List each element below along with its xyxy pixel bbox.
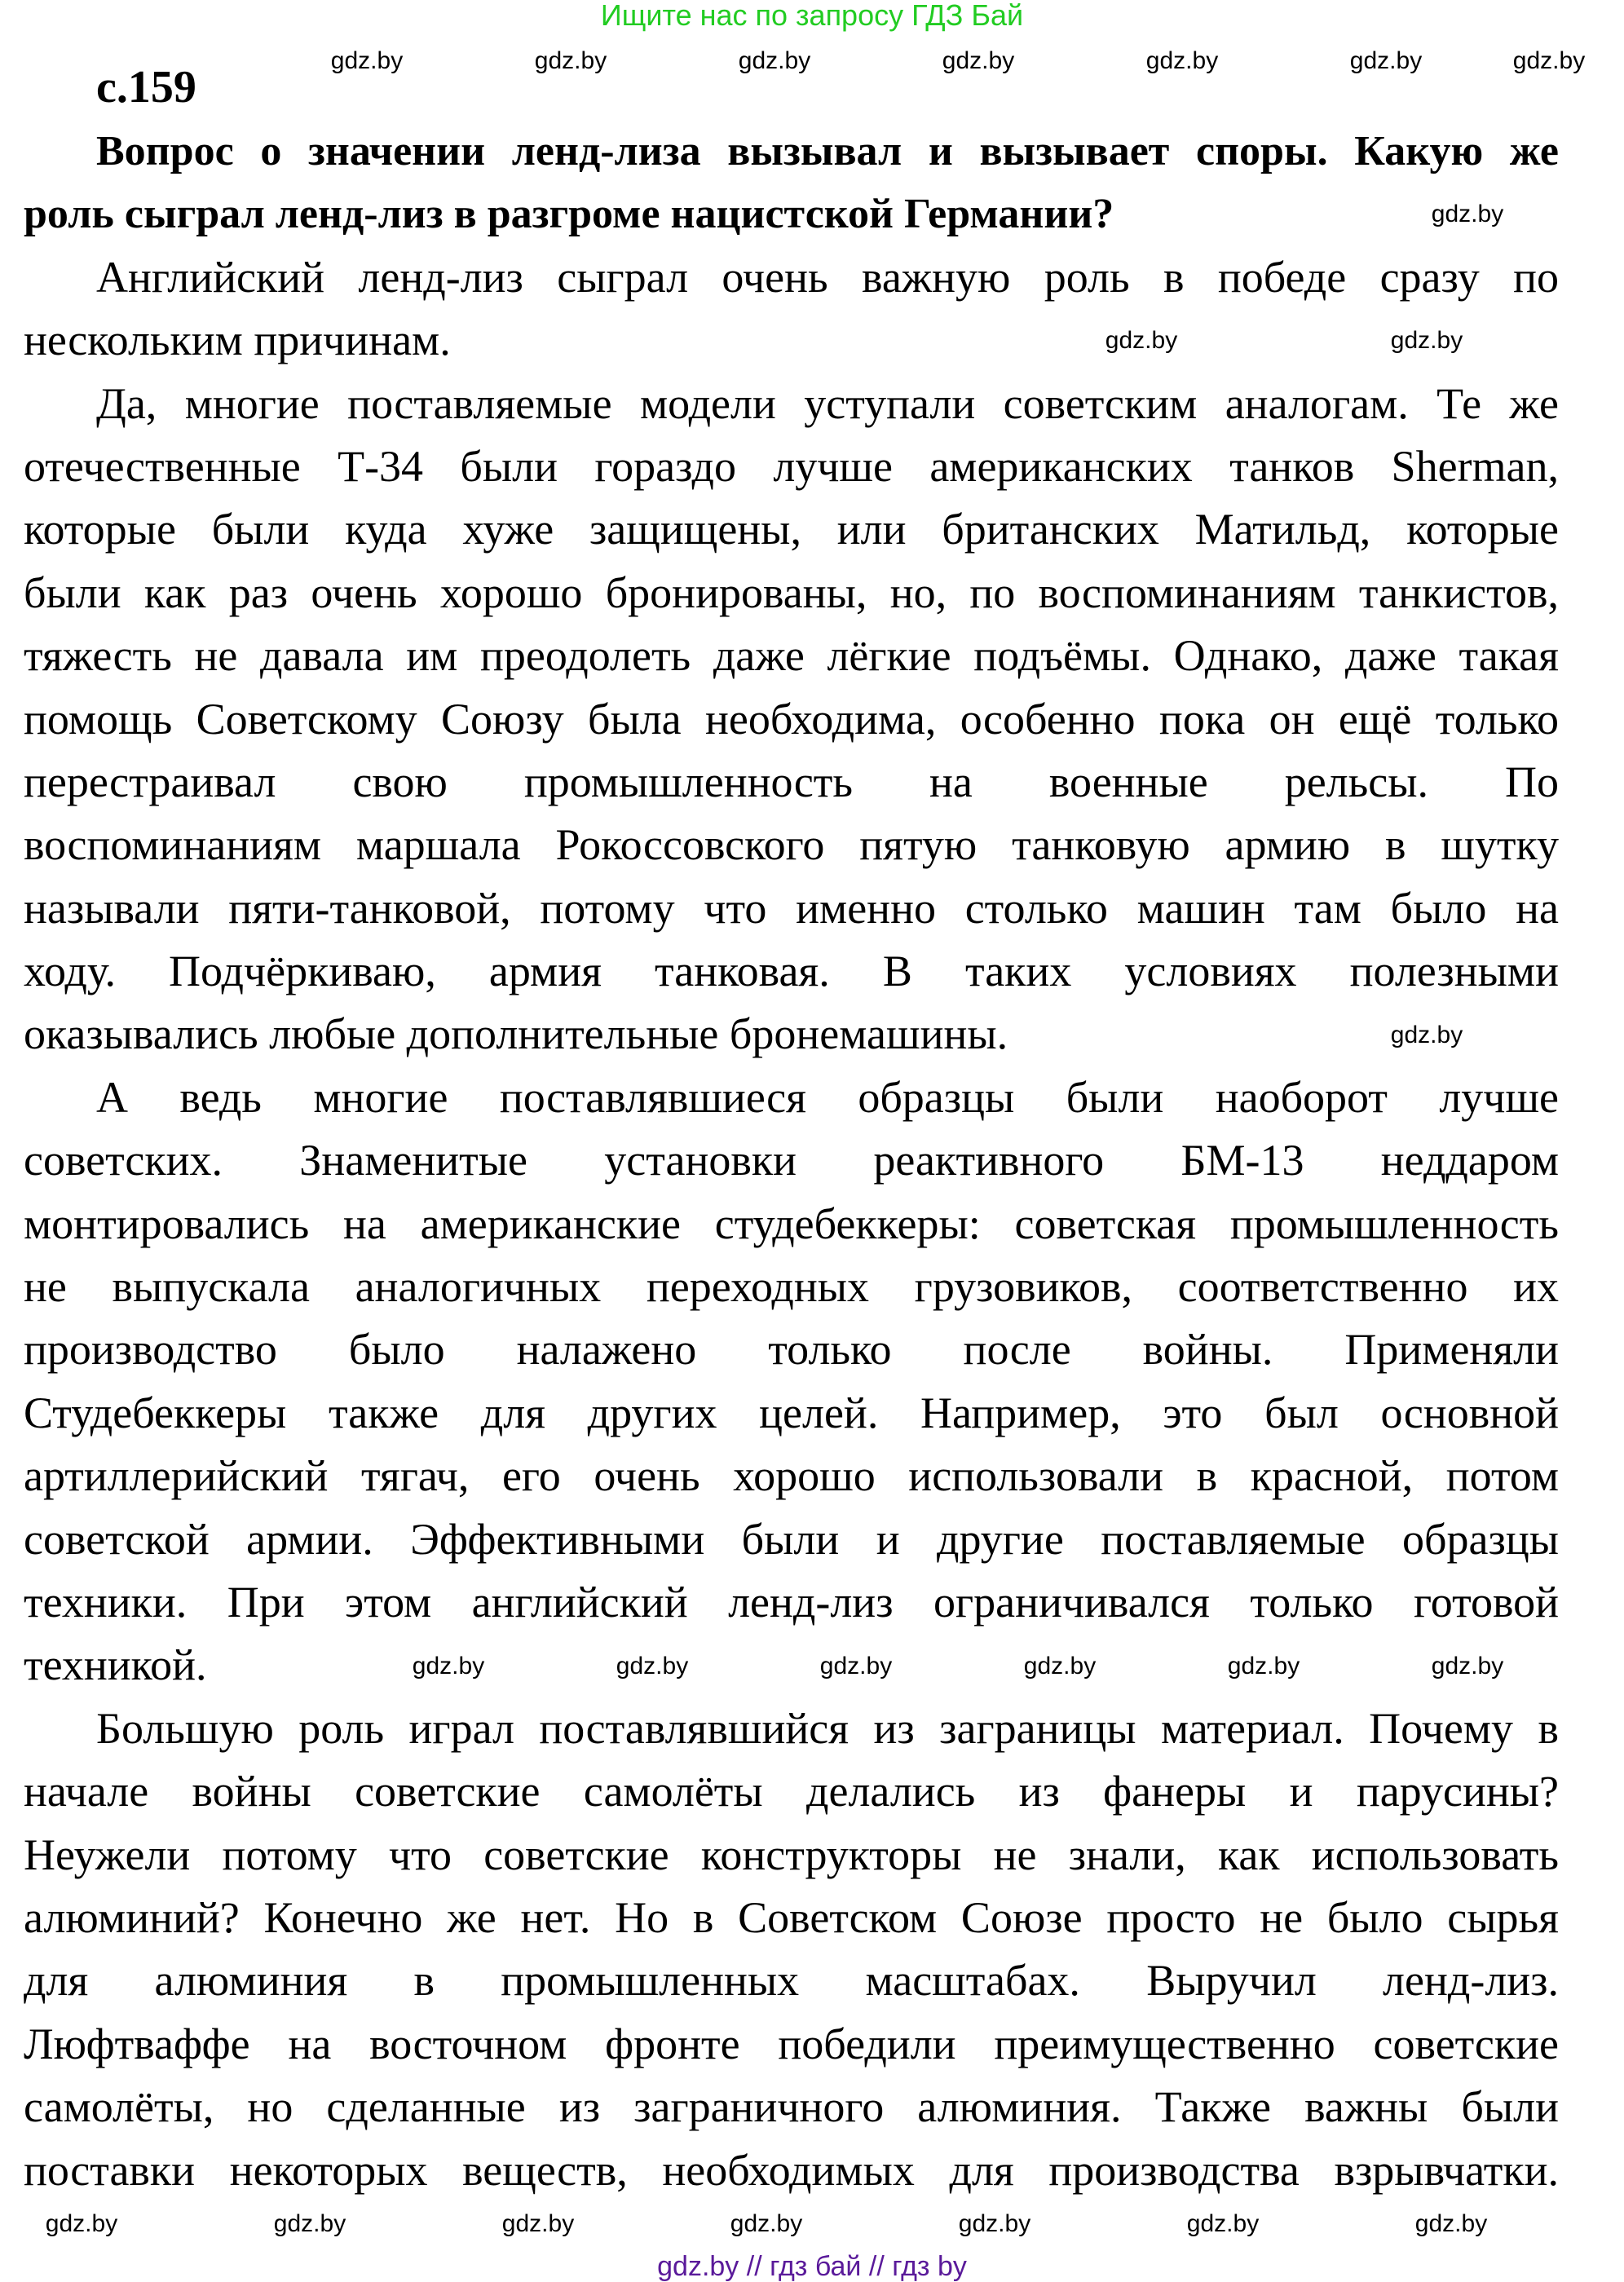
line-text: нескольким причинам. (24, 316, 451, 365)
document-body (24, 120, 1559, 2202)
paragraph-line (24, 1256, 1559, 1318)
line-text: алюминий? Конечно же нет. Но в Советском Союзе просто не было сырья (24, 1892, 1559, 1942)
paragraph-line (24, 1066, 1559, 1129)
paragraph-line (24, 751, 1559, 814)
watermark: gdz.by (1105, 327, 1178, 354)
watermark: gdz.by (330, 47, 404, 74)
line-text: воспоминаниям маршала Рокоссовского пятую танковую армию в шутку (24, 820, 1559, 870)
line-text: Английский ленд-лиз сыграл очень важную роль в победе сразу по (96, 252, 1559, 302)
watermark: gdz.by (45, 2210, 118, 2237)
watermark: gdz.by (1390, 1022, 1463, 1048)
question-line (24, 120, 1559, 183)
paragraph-line (24, 688, 1559, 751)
line-text: Люфтваффе на восточном фронте победили преимущественно советские (24, 2019, 1559, 2068)
paragraph-line (24, 1697, 1559, 1760)
paragraph-line (24, 877, 1559, 940)
line-text: техники. При этом английский ленд-лиз ограничивался только готовой (24, 1577, 1559, 1627)
paragraph-line (24, 1193, 1559, 1256)
paragraph-line (24, 2013, 1559, 2076)
paragraph-line (24, 435, 1559, 498)
line-text: монтировались на американские студебеккеры: советская промышленность (24, 1198, 1559, 1248)
paragraph-line (24, 1887, 1559, 1949)
watermark: gdz.by (1023, 1653, 1097, 1679)
watermark: gdz.by (1390, 327, 1463, 354)
paragraph-line (24, 562, 1559, 625)
watermark: gdz.by (730, 2210, 803, 2237)
paragraph-line (24, 1129, 1559, 1192)
line-text: артиллерийский тягач, его очень хорошо использовали в красной, потом (24, 1451, 1559, 1501)
paragraph-line (24, 814, 1559, 876)
watermark: gdz.by (1186, 2210, 1260, 2237)
line-text: самолёты, но сделанные из заграничного алюминия. Также важны были (24, 2082, 1559, 2132)
watermark: gdz.by (412, 1653, 485, 1679)
watermark: gdz.by (616, 1653, 689, 1679)
watermark: gdz.by (1512, 47, 1586, 74)
footer-links[interactable]: gdz.by // гдз бай // гдз by (657, 2251, 967, 2282)
paragraph-line (24, 246, 1559, 309)
page-number: с.159 (96, 62, 196, 113)
watermark: gdz.by (501, 2210, 575, 2237)
paragraph-line (24, 1760, 1559, 1823)
watermark: gdz.by (1431, 1653, 1504, 1679)
line-text: Неужели потому что советские конструкторы не знали, как использовать (24, 1830, 1559, 1879)
line-text: начале войны советские самолёты делались из фанеры и парусины? (24, 1767, 1559, 1816)
line-text: для алюминия в промышленных масштабах. Выручил ленд-лиз. (24, 1956, 1559, 2006)
line-text: перестраивал свою промышленность на военные рельсы. По (24, 757, 1559, 806)
line-text: производство было налажено только после войны. Применяли (24, 1325, 1559, 1375)
paragraph-line (24, 940, 1559, 1003)
line-text: помощь Советскому Союзу была необходима, особенно пока он ещё только (24, 694, 1559, 744)
watermark: gdz.by (1145, 47, 1219, 74)
paragraph-line (24, 373, 1559, 435)
paragraph-line (24, 1382, 1559, 1445)
line-text: роль сыграл ленд-лиз в разгроме нацистской Германии? (24, 191, 1114, 238)
watermark: gdz.by (738, 47, 811, 74)
line-text: А ведь многие поставлявшиеся образцы были наоборот лучше (96, 1072, 1559, 1122)
watermark: gdz.by (1414, 2210, 1488, 2237)
paragraph-line (24, 1318, 1559, 1381)
line-text: были как раз очень хорошо бронированы, но, по воспоминаниям танкистов, (24, 567, 1559, 617)
paragraph-line (24, 2076, 1559, 2139)
search-banner[interactable]: Ищите нас по запросу ГДЗ Бай (600, 0, 1024, 32)
line-text: не выпускала аналогичных переходных грузовиков, соответственно их (24, 1262, 1559, 1312)
paragraph-line (24, 1824, 1559, 1887)
line-text: называли пяти-танковой, потому что именно столько машин там было на (24, 883, 1559, 933)
line-text: тяжесть не давала им преодолеть даже лёгкие подъёмы. Однако, даже такая (24, 631, 1559, 681)
line-text: Студебеккеры также для других целей. Например, это был основной (24, 1388, 1559, 1437)
line-text: оказывались любые дополнительные бронемашины. (24, 1009, 1008, 1059)
line-text: Большую роль играл поставлявшийся из заграницы материал. Почему в (96, 1703, 1559, 1753)
line-text: поставки некоторых веществ, необходимых для производства взрывчатки. (24, 2145, 1559, 2195)
paragraph-line (24, 1571, 1559, 1634)
paragraph-line (24, 2139, 1559, 2202)
paragraph-line (24, 1508, 1559, 1571)
paragraph-line (24, 1634, 1559, 1697)
paragraph-line (24, 1003, 1559, 1066)
watermark: gdz.by (1431, 201, 1504, 227)
line-text: Да, многие поставляемые модели уступали советским аналогам. Те же (96, 378, 1559, 428)
watermark: gdz.by (1227, 1653, 1300, 1679)
watermark: gdz.by (1349, 47, 1423, 74)
watermark: gdz.by (942, 47, 1015, 74)
question-line (24, 183, 1559, 245)
line-text: ходу. Подчёркиваю, армия танковая. В таких условиях полезными (24, 947, 1559, 996)
paragraph-line (24, 1949, 1559, 2012)
watermark: gdz.by (273, 2210, 346, 2237)
line-text: отечественные Т-34 были гораздо лучше американских танков Sherman, (24, 441, 1559, 491)
paragraph-line (24, 1445, 1559, 1507)
line-text: советской армии. Эффективными были и другие поставляемые образцы (24, 1514, 1559, 1564)
line-text: которые были куда хуже защищены, или британских Матильд, которые (24, 505, 1559, 554)
paragraph-line (24, 498, 1559, 561)
watermark: gdz.by (819, 1653, 893, 1679)
line-text: советских. Знаменитые установки реактивного БМ-13 неддаром (24, 1136, 1559, 1185)
watermark: gdz.by (534, 47, 607, 74)
watermark: gdz.by (958, 2210, 1031, 2237)
paragraph-line (24, 309, 1559, 372)
line-text: техникой. (24, 1640, 207, 1690)
line-text: Вопрос о значении ленд-лиза вызывал и вызывает споры. Какую же (96, 128, 1559, 174)
paragraph-line (24, 625, 1559, 687)
